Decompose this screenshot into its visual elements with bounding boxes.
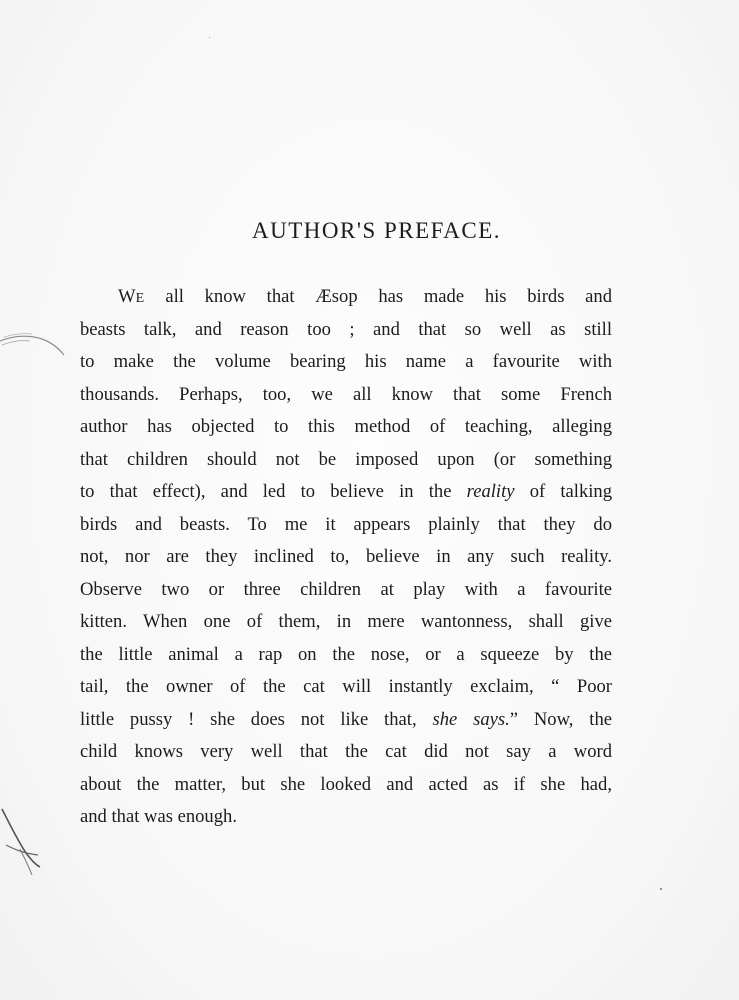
text-line: kitten. When one of them, in mere wantonness, shall give — [80, 611, 612, 632]
drop-initial: W — [118, 286, 136, 307]
pressed-leaf-stem-bottom — [0, 805, 50, 885]
text-line: to that effect), and led to believe in the reality of talking — [80, 481, 612, 502]
text-line: that children should not be imposed upon (or something — [80, 448, 612, 470]
text-line: thousands. Perhaps, too, we all know that some French — [80, 383, 612, 405]
italic-quote: she says. — [432, 708, 510, 730]
pressed-leaf-stem-top — [0, 325, 70, 365]
text-line: author has objected to this method of teaching, alleging — [80, 416, 612, 437]
page-title: AUTHOR'S PREFACE. — [251, 218, 502, 243]
italic-word: reality — [466, 481, 515, 502]
text-line: the little animal a rap on the nose, or a squeeze by the — [80, 643, 612, 665]
small-caps: E — [135, 291, 145, 306]
text-line: tail, the owner of the cat will instantly exclaim, “ Poor — [80, 676, 612, 697]
text-line: little pussy ! she does not like that, she says.” Now, the — [80, 708, 613, 730]
text-line: birds and beasts. To me it appears plainly that they do — [80, 513, 612, 535]
preface-paragraph — [80, 281, 612, 834]
text-line: Observe two or three children at play with a favourite — [80, 578, 612, 600]
text-line: beasts talk, and reason too ; and that so well as still — [80, 318, 612, 340]
text-line: and that was enough. — [80, 806, 237, 827]
text-line: about the matter, but she looked and acted as if she had, — [80, 773, 612, 795]
text-line: to make the volume bearing his name a favourite with — [80, 351, 612, 372]
speck — [209, 37, 210, 38]
text-line: child knows very well that the cat did not say a word — [80, 741, 612, 762]
text-line: not, nor are they inclined to, believe in any such reality. — [80, 546, 612, 567]
speck — [660, 888, 662, 890]
text-line: WE all know that Æsop has made his birds and — [118, 286, 612, 307]
